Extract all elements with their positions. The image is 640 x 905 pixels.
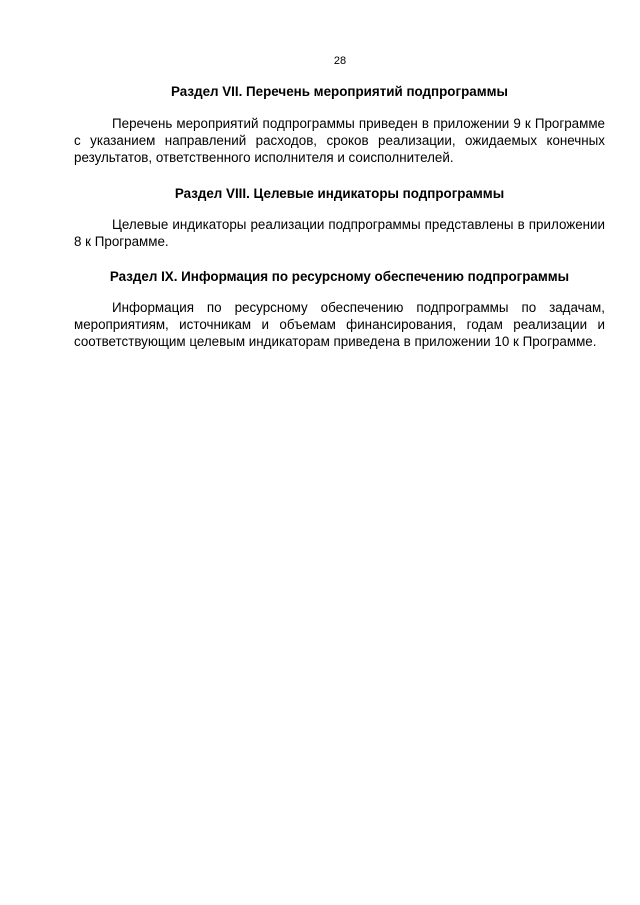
section-paragraph-viii: Целевые индикаторы реализации подпрограммы представлены в приложении 8 к Программе. <box>74 217 605 250</box>
section-paragraph-vii: Перечень мероприятий подпрограммы приведен в приложении 9 к Программе с указанием направлений расходов, сроков реализации, ожидаемых конечных результатов, ответственного исполнителя и соисполнителей. <box>74 116 605 165</box>
section-paragraph-ix: Информация по ресурсному обеспечению подпрограммы по задачам, мероприятиям, источникам и объемам финансирования, годам реализации и соответствующим целевым индикаторам приведена в приложении 10 к Программе. <box>74 299 605 349</box>
page-number: 28 <box>333 55 347 67</box>
section-heading-ix: Раздел IX. Информация по ресурсному обеспечению подпрограммы <box>109 268 570 284</box>
section-heading-vii: Раздел VII. Перечень мероприятий подпрограммы <box>171 84 508 99</box>
section-heading-viii: Раздел VIII. Целевые индикаторы подпрограммы <box>174 186 505 202</box>
document-body <box>74 80 605 350</box>
